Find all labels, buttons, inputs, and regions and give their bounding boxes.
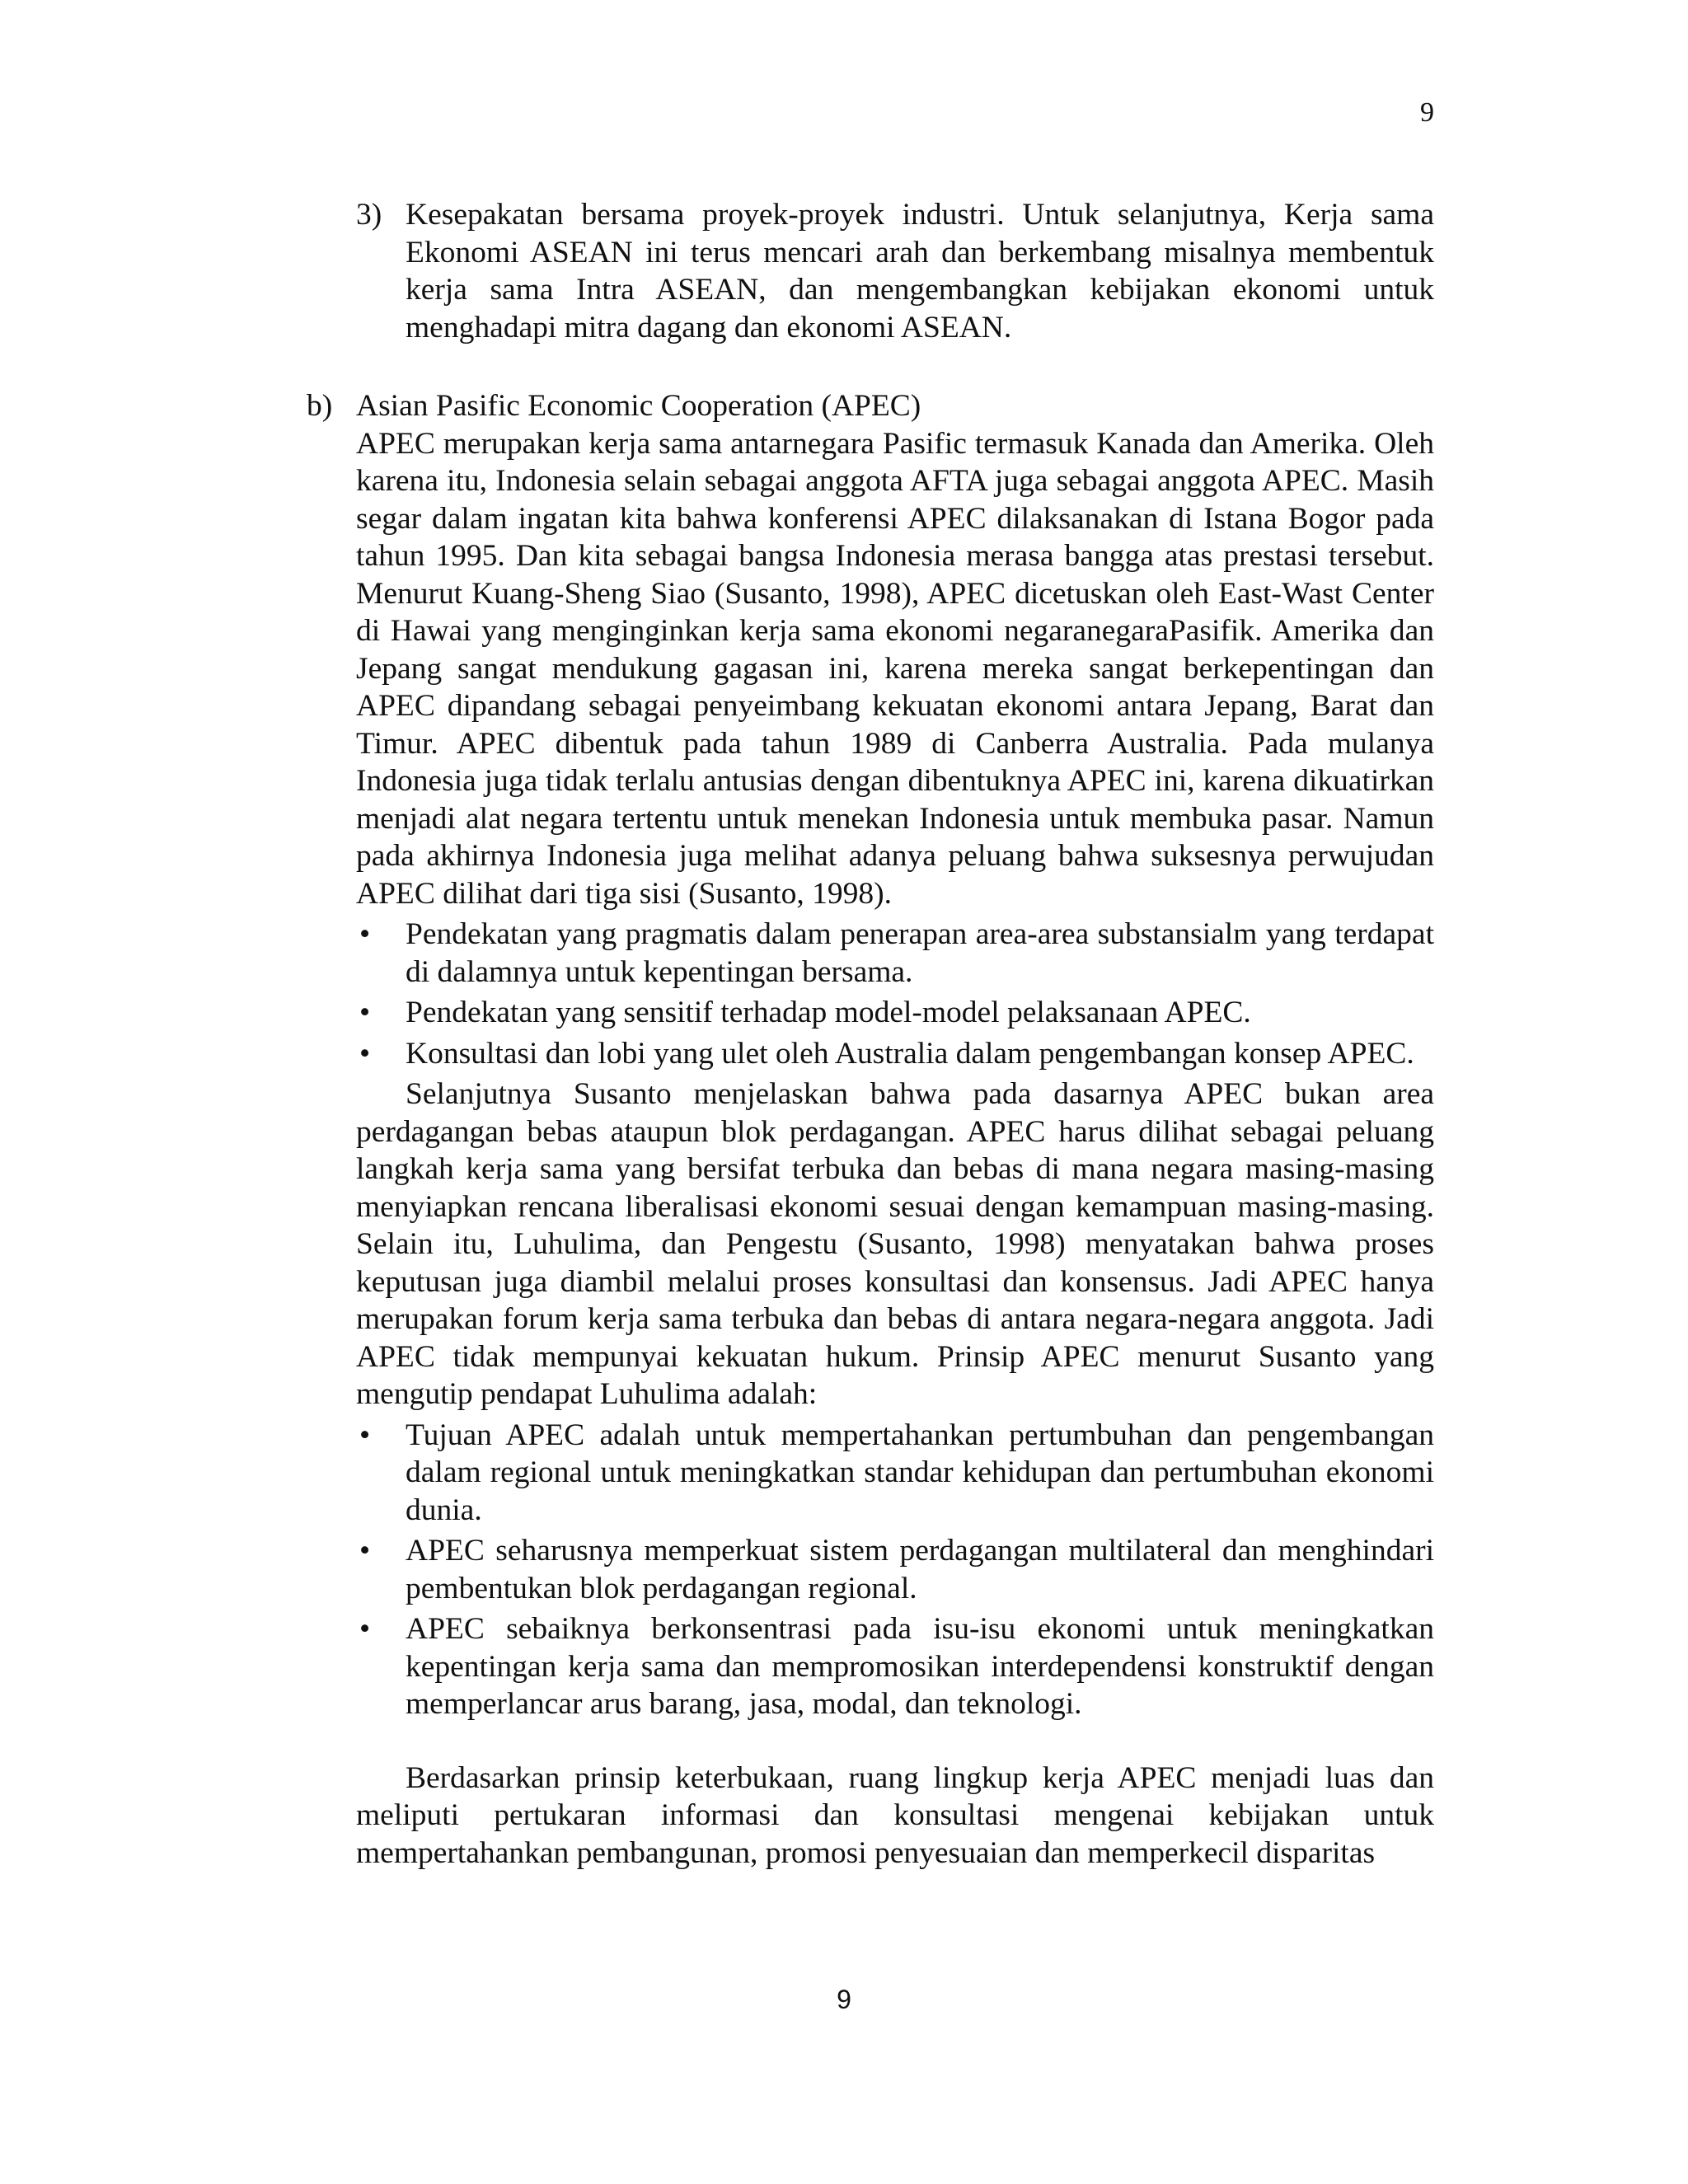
list-item: [356, 1532, 1434, 1607]
list-item: [356, 1610, 1434, 1723]
bullet-icon: •: [359, 996, 371, 1029]
list-item-text: APEC seharusnya memperkuat sistem perdagangan multilateral dan menghindari pembentukan blok perdagangan regional.: [406, 1534, 1434, 1605]
paragraph-apec-intro: APEC merupakan kerja sama antarnegara Pasific termasuk Kanada dan Amerika. Oleh karena itu, Indonesia selain sebagai anggota AFTA juga sebagai anggota APEC. Masih segar dalam ingatan kita bahwa konferensi APEC dilaksanakan di Istana Bogor pada tahun 1995. Dan kita sebagai bangsa Indonesia merasa bangga atas prestasi tersebut. Menurut Kuang-Sheng Siao (Susanto, 1998), APEC dicetuskan oleh East-Wast Center di Hawai yang menginginkan kerja sama ekonomi negaranegaraPasifik. Amerika dan Jepang sangat mendukung gagasan ini, karena mereka sangat berkepentingan dan APEC dipandang sebagai penyeimbang kekuatan ekonomi antara Jepang, Barat dan Timur. APEC dibentuk pada tahun 1989 di Canberra Australia. Pada mulanya Indonesia juga tidak terlalu antusias dengan dibentuknya APEC ini, karena dikuatirkan menjadi alat negara tertentu untuk menekan Indonesia untuk membuka pasar. Namun pada akhirnya Indonesia juga melihat adanya peluang bahwa suksesnya perwujudan APEC dilihat dari tiga sisi (Susanto, 1998).: [356, 426, 1434, 911]
list-item-text: Tujuan APEC adalah untuk mempertahankan pertumbuhan dan pengembangan dalam regional untuk meningkatkan standar kehidupan dan pertumbuhan ekonomi dunia.: [406, 1418, 1434, 1527]
section-body: [356, 387, 1434, 1872]
list-item: [356, 916, 1434, 991]
list-item: [356, 1035, 1434, 1073]
page-number-top: 9: [1420, 97, 1434, 128]
bullet-icon: •: [359, 1612, 371, 1646]
bullet-icon: •: [359, 1534, 371, 1568]
bullet-icon: •: [359, 1036, 371, 1071]
paragraph-susanto: Selanjutnya Susanto menjelaskan bahwa pada dasarnya APEC bukan area perdagangan bebas ataupun blok perdagangan. APEC harus dilihat sebagai peluang langkah kerja sama yang bersifat terbuka dan bebas di mana negara masing-masing menyiapkan rencana liberalisasi ekonomi sesuai dengan kemampuan masing-masing. Selain itu, Luhulima, dan Pengestu (Susanto, 1998) menyatakan bahwa proses keputusan juga diambil melalui proses konsultasi dan konsensus. Jadi APEC hanya merupakan forum kerja sama terbuka dan bebas di antara negara-negara anggota. Jadi APEC tidak mempunyai kekuatan hukum. Prinsip APEC menurut Susanto yang mengutip pendapat Luhulima adalah:: [356, 1077, 1434, 1411]
numbered-item-3: [356, 196, 1434, 346]
paragraph-openness: Berdasarkan prinsip keterbukaan, ruang lingkup kerja APEC menjadi luas dan meliputi pertukaran informasi dan konsultasi mengenai kebijakan untuk mempertahankan pembangunan, promosi penyesuaian dan memperkecil disparitas: [356, 1760, 1434, 1870]
list-item: [356, 1417, 1434, 1530]
list-item-text: APEC sebaiknya berkonsentrasi pada isu-isu ekonomi untuk meningkatkan kepentingan kerja sama dan mempromosikan interdependensi konstruktif dengan memperlancar arus barang, jasa, modal, dan teknologi.: [406, 1612, 1434, 1721]
list-item: [356, 994, 1434, 1032]
list-item-text: Pendekatan yang pragmatis dalam penerapan area-area substansialm yang terdapat di dalamnya untuk kepentingan bersama.: [406, 917, 1434, 989]
list-item-text: Konsultasi dan lobi yang ulet oleh Australia dalam pengembangan konsep APEC.: [406, 1036, 1414, 1071]
section-letter: b): [307, 389, 333, 423]
bullet-icon: •: [359, 1418, 371, 1452]
page-number-bottom: 9: [837, 1985, 851, 2014]
bullet-list-three-sides: [356, 916, 1434, 1072]
section-b: [307, 387, 1434, 1872]
bullet-list-principles: [356, 1417, 1434, 1723]
bullet-icon: •: [359, 917, 371, 951]
section-heading: Asian Pasific Economic Cooperation (APEC): [356, 389, 921, 423]
item-number: 3): [356, 198, 382, 232]
document-body: [307, 196, 1434, 1872]
item-text: Kesepakatan bersama proyek-proyek industri. Untuk selanjutnya, Kerja sama Ekonomi ASEAN ini terus mencari arah dan berkembang misalnya membentuk kerja sama Intra ASEAN, dan mengembangkan kebijakan ekonomi untuk menghadapi mitra dagang dan ekonomi ASEAN.: [406, 198, 1434, 344]
list-item-text: Pendekatan yang sensitif terhadap model-model pelaksanaan APEC.: [406, 996, 1251, 1029]
